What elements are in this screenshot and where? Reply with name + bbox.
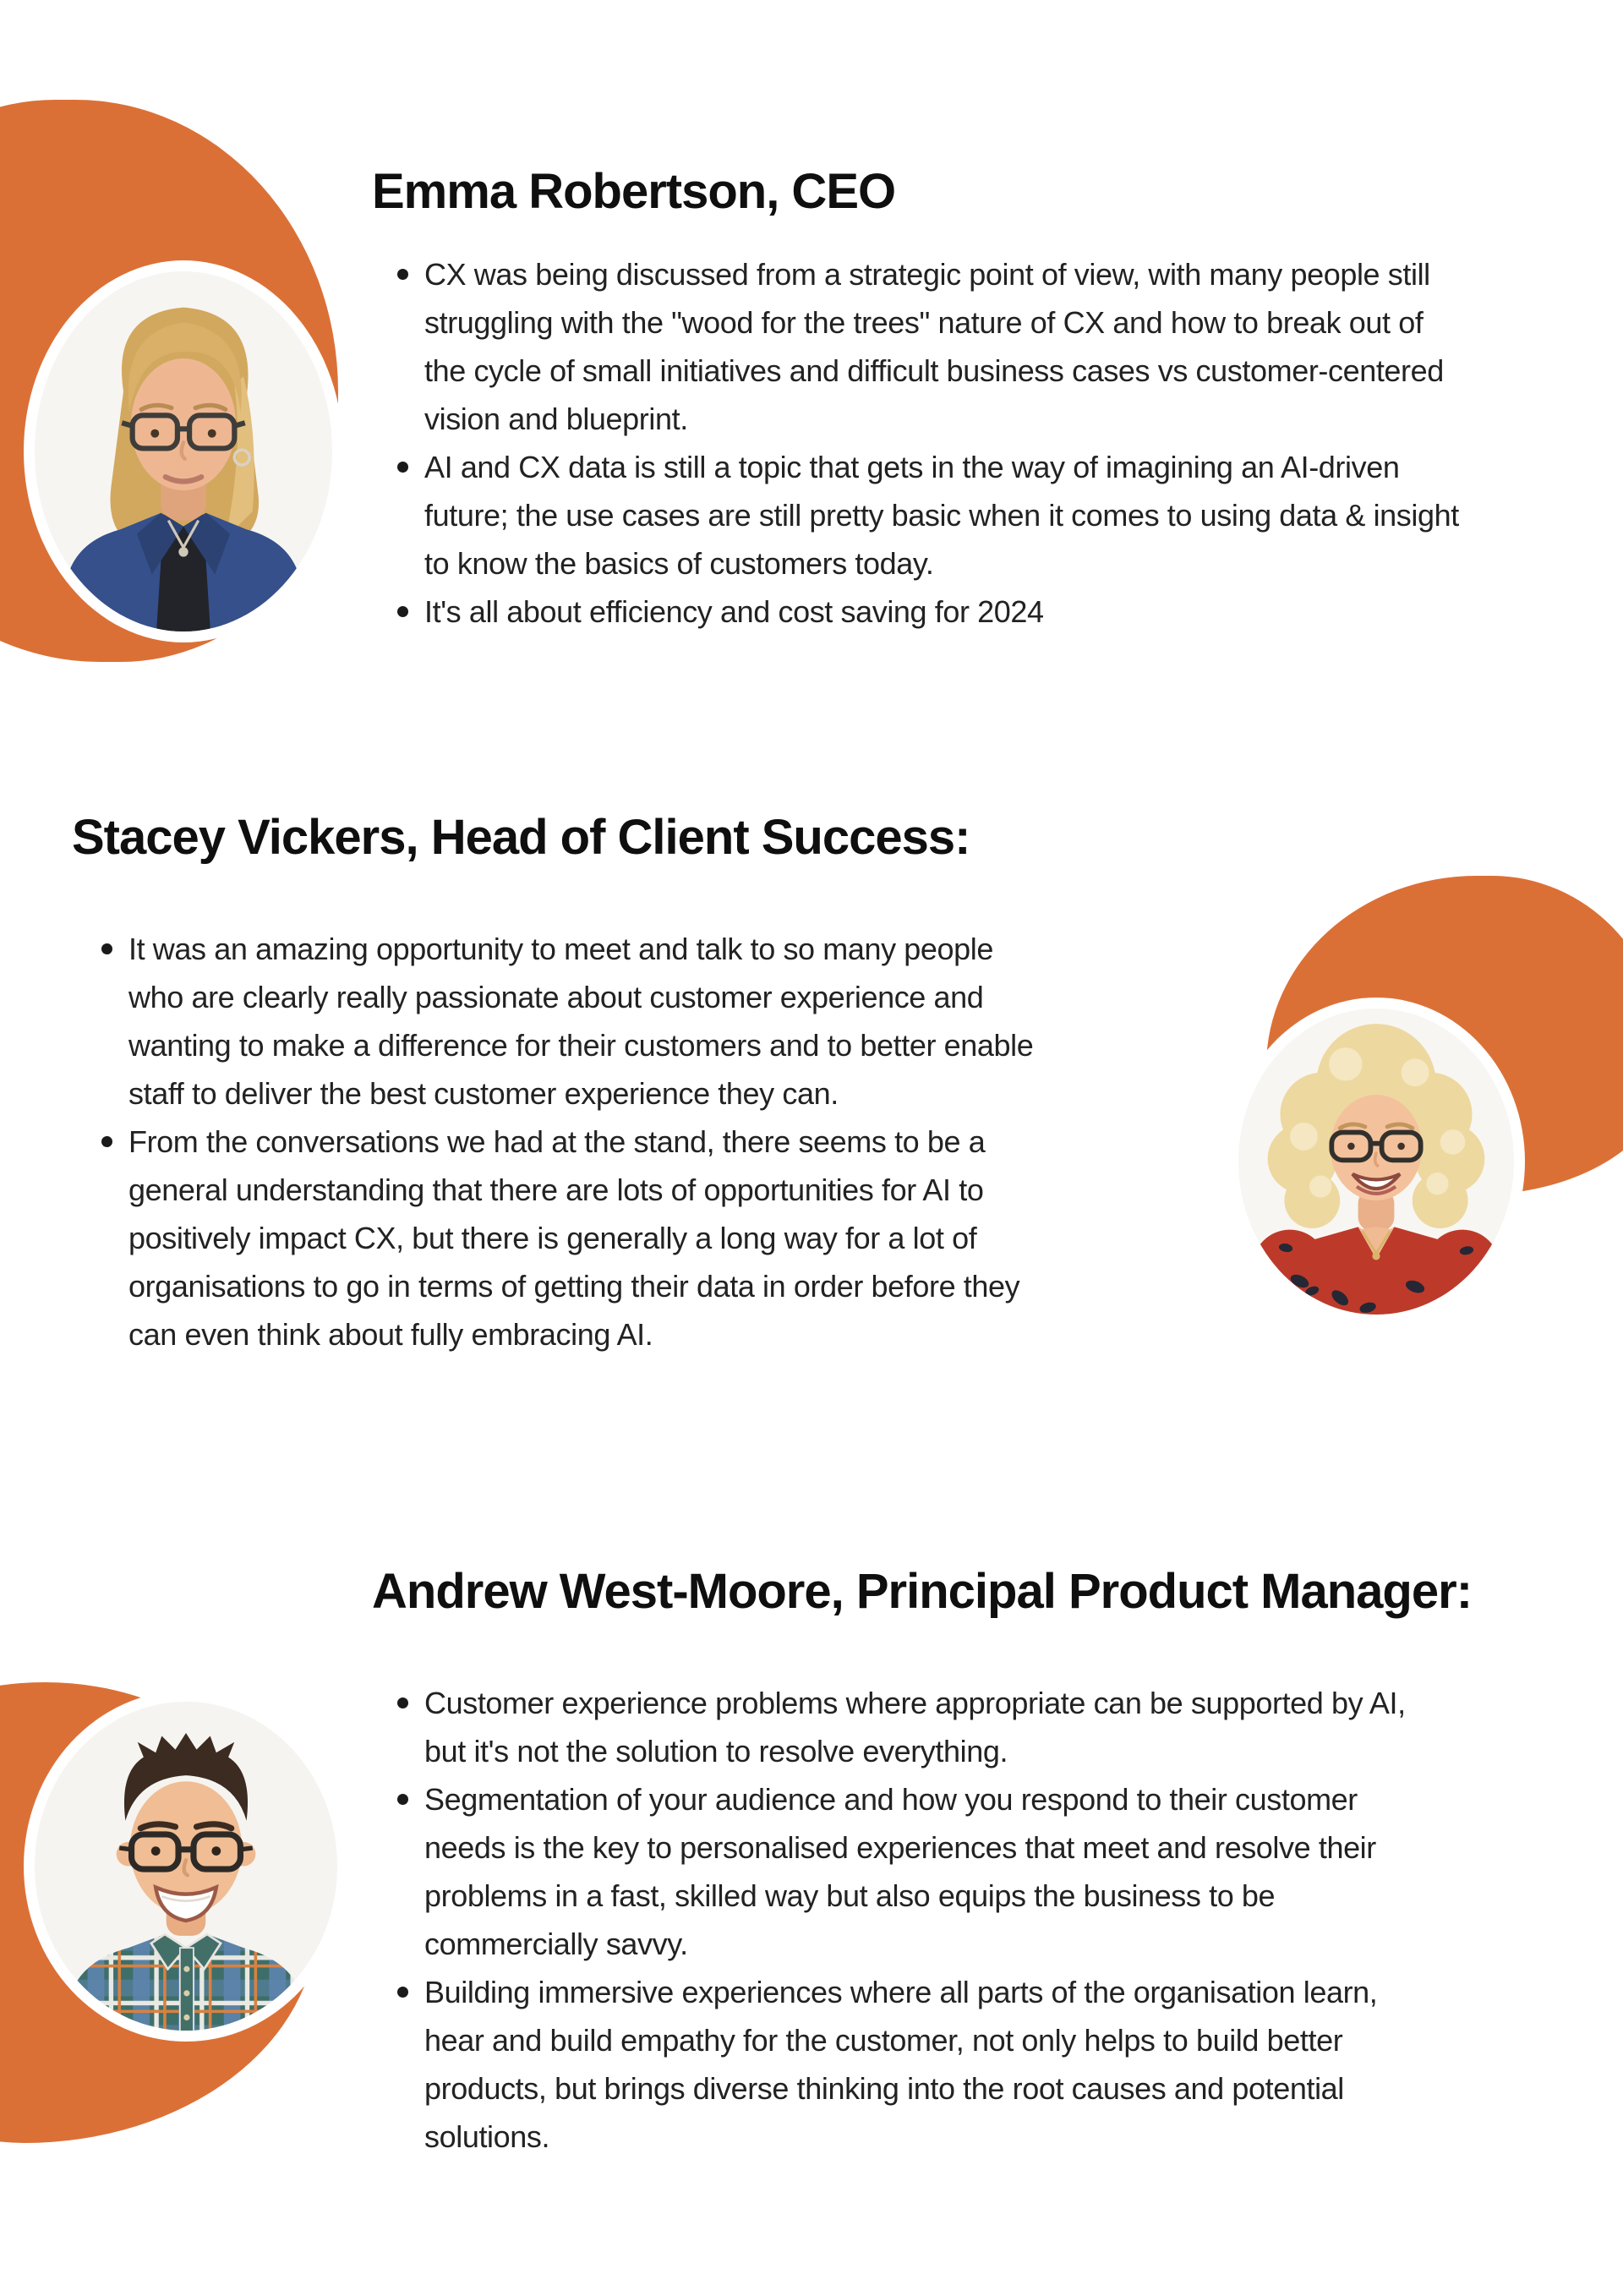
quote-bullet: From the conversations we had at the stand, there seems to be a general understanding that there are lots of opportunities for AI to positively impact CX, but there is generally a long way for a lot of organisations to go in terms of getting their data in order before they can even think about fully embracing AI.: [100, 1118, 1055, 1358]
andrew-photo: [24, 1691, 348, 2042]
quote-bullet: It's all about efficiency and cost saving for 2024: [396, 588, 1469, 636]
stacey-quote-list: [100, 925, 1055, 1358]
section-heading-stacey: Stacey Vickers, Head of Client Success:: [72, 810, 970, 865]
andrew-quote-list: [396, 1679, 1440, 2161]
emma-quote-list: [396, 250, 1469, 636]
quote-bullet: AI and CX data is still a topic that gets in the way of imagining an AI-driven future; the use cases are still pretty basic when it comes to using data & insight to know the basics of customers today.: [396, 443, 1469, 588]
section-heading-emma: Emma Robertson, CEO: [372, 164, 896, 219]
quote-bullet: Segmentation of your audience and how you respond to their customer needs is the key to personalised experiences that meet and resolve their problems in a fast, skilled way but also equips the business to be commercially savvy.: [396, 1775, 1440, 1968]
stacey-portrait-illustration: [1238, 1009, 1514, 1315]
quote-bullet: Customer experience problems where appropriate can be supported by AI, but it's not the solution to resolve everything.: [396, 1679, 1440, 1775]
emma-portrait-illustration: [35, 271, 332, 631]
section-heading-andrew: Andrew West-Moore, Principal Product Manager:: [372, 1564, 1473, 1619]
andrew-portrait-illustration: [35, 1702, 337, 2031]
stacey-photo: [1227, 998, 1525, 1326]
quote-bullet: CX was being discussed from a strategic point of view, with many people still struggling with the "wood for the trees" nature of CX and how to break out of the cycle of small initiatives and difficult business cases vs customer-centered vision and blueprint.: [396, 250, 1469, 443]
quote-bullet: Building immersive experiences where all parts of the organisation learn, hear and build empathy for the customer, not only helps to build better products, but brings diverse thinking into the root causes and potential solutions.: [396, 1968, 1440, 2161]
quote-bullet: It was an amazing opportunity to meet and talk to so many people who are clearly really passionate about customer experience and wanting to make a difference for their customers and to better enable staff to deliver the best customer experience they can.: [100, 925, 1055, 1118]
emma-photo: [24, 260, 343, 642]
